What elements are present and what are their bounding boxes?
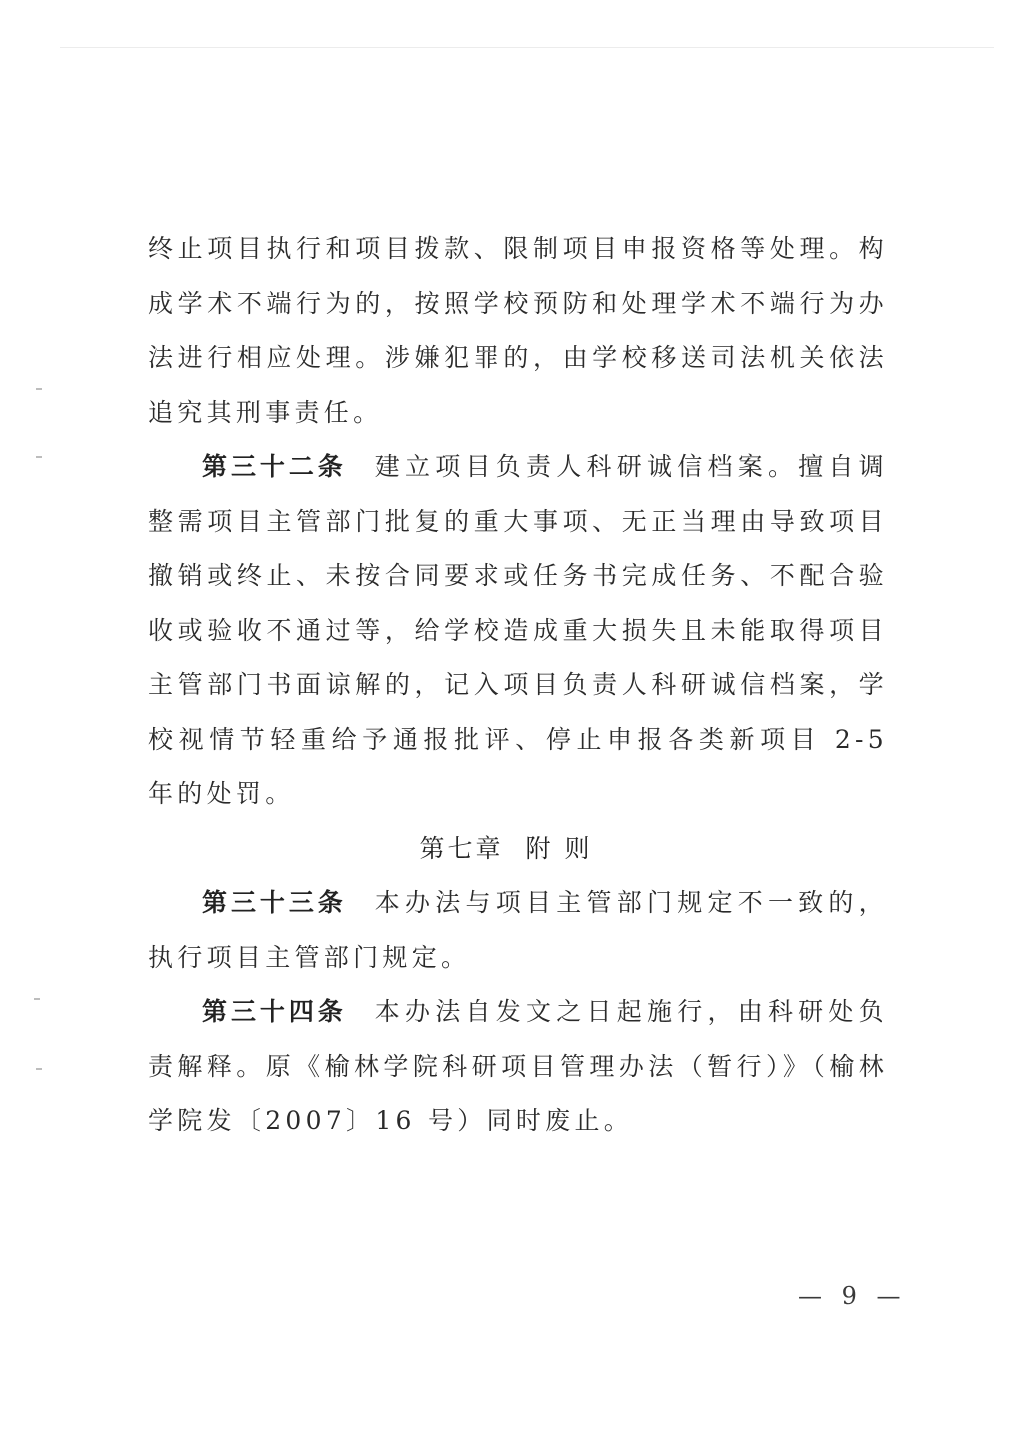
scan-top-edge bbox=[60, 47, 994, 48]
article-33-paragraph bbox=[148, 876, 888, 985]
article-34-number: 第三十四条 bbox=[202, 997, 347, 1026]
scan-mark bbox=[36, 456, 42, 458]
scan-mark bbox=[34, 998, 40, 1000]
article-32-number: 第三十二条 bbox=[202, 452, 347, 481]
chapter-heading bbox=[148, 822, 888, 877]
article-33-text: 本办法与项目主管部门规定不一致的，执行项目主管部门规定。 bbox=[148, 888, 888, 972]
page-number: — 9 — bbox=[798, 1282, 907, 1310]
scan-mark bbox=[36, 388, 42, 390]
article-32-paragraph bbox=[148, 440, 888, 822]
scan-mark bbox=[36, 1068, 42, 1070]
article-34-text: 本办法自发文之日起施行，由科研处负责解释。原《榆林学院科研项目管理办法（暂行）》（榆林学院发〔2007〕16 号）同时废止。 bbox=[148, 997, 888, 1135]
chapter-title: 附 则 bbox=[525, 833, 593, 863]
article-34-paragraph bbox=[148, 985, 888, 1149]
article-32-text: 建立项目负责人科研诚信档案。擅自调整需项目主管部门批复的重大事项、无正当理由导致项目撤销或终止、未按合同要求或任务书完成任务、不配合验收或验收不通过等，给学校造成重大损失且未能取得项目主管部门书面谅解的，记入项目负责人科研诚信档案，学校视情节轻重给予通报批评、停止申报各类新项目 2-5 年的处罚。 bbox=[148, 452, 888, 808]
continuation-paragraph: 终止项目执行和项目拨款、限制项目申报资格等处理。构成学术不端行为的，按照学校预防和处理学术不端行为办法进行相应处理。涉嫌犯罪的，由学校移送司法机关依法追究其刑事责任。 bbox=[148, 234, 888, 427]
document-body bbox=[148, 222, 888, 1149]
article-33-number: 第三十三条 bbox=[202, 888, 347, 917]
chapter-number: 第七章 bbox=[419, 833, 504, 863]
